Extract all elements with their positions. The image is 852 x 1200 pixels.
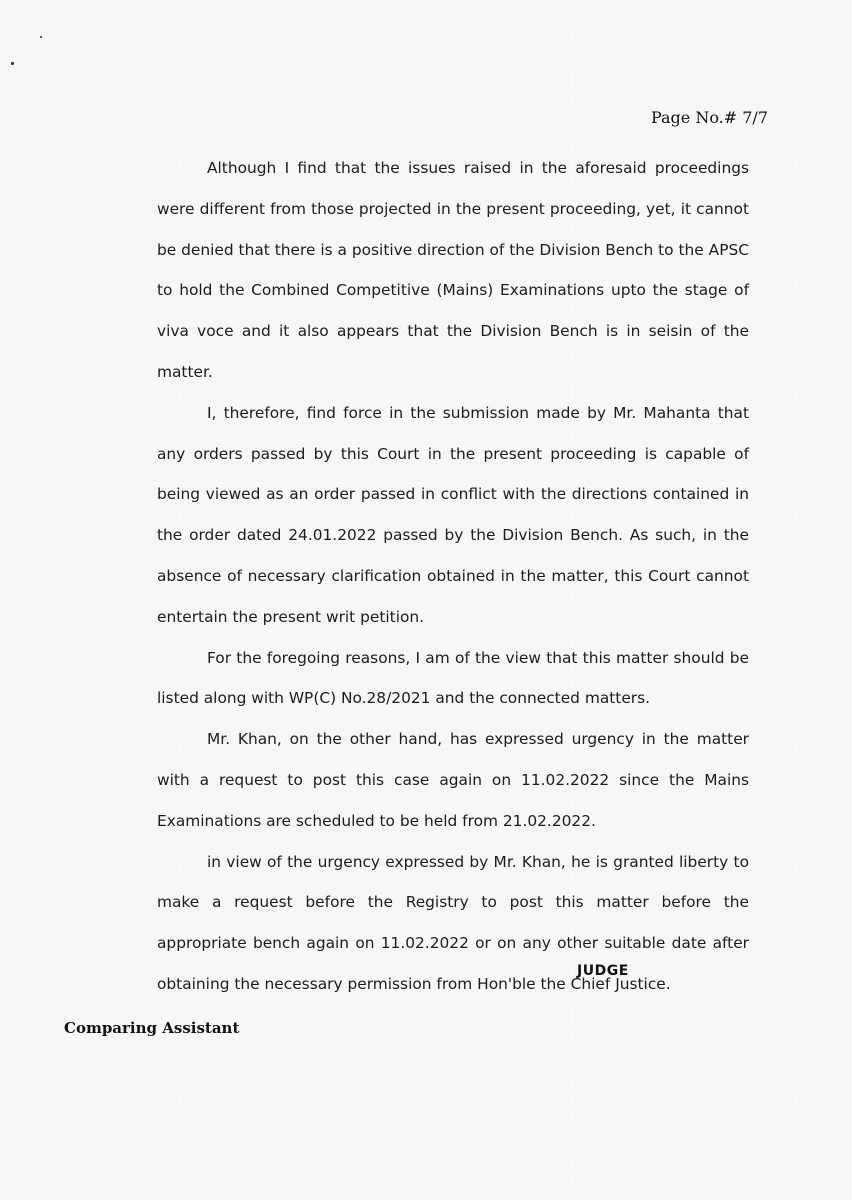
paragraph: Mr. Khan, on the other hand, has expressed urgency in the matter with a request to post this case again on 11.02.2022 since the Mains Examinations are scheduled to be held from 21.02.2022. [157, 730, 749, 830]
scan-speck [11, 62, 14, 65]
judge-signature-label: JUDGE [577, 963, 629, 979]
paragraph: For the foregoing reasons, I am of the view that this matter should be listed along with WP(C) No.28/2021 and the connected matters. [157, 648, 749, 708]
comparing-assistant-label: Comparing Assistant [64, 1019, 240, 1037]
paragraph: I, therefore, find force in the submission made by Mr. Mahanta that any orders passed by this Court in the present proceeding is capable of being viewed as an order passed in conflict with the directions contained in the order dated 24.01.2022 passed by the Division Bench. As such, in the absence of necessary clarification obtained in the matter, this Court cannot entertain the present writ petition. [157, 403, 749, 626]
order-body [157, 148, 749, 1005]
scan-speck [40, 36, 42, 38]
page-number: Page No.# 7/7 [650, 108, 768, 127]
paragraph: in view of the urgency expressed by Mr. Khan, he is granted liberty to make a request before the Registry to post this matter before the appropriate bench again on 11.02.2022 or on any other suitable date after obtaining the necessary permission from Hon'ble the Chief Justice. [157, 852, 749, 993]
paragraph: Although I find that the issues raised in the aforesaid proceedings were different from those projected in the present proceeding, yet, it cannot be denied that there is a positive direction of the Division Bench to the APSC to hold the Combined Competitive (Mains) Examinations upto the stage of viva voce and it also appears that the Division Bench is in seisin of the matter. [157, 159, 749, 381]
